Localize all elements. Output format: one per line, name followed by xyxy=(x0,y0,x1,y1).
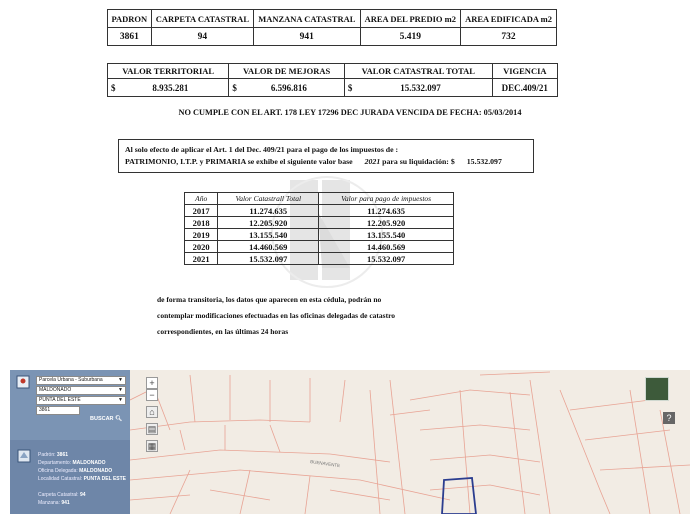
tax-base-line1: Al solo efecto de aplicar el Art. 1 del Dec. 409/21 para el pago de los impuestos de : xyxy=(125,145,399,154)
value-area-predio: 5.419 xyxy=(360,28,461,46)
compliance-notice: NO CUMPLE CON EL ART. 178 LEY 17296 DEC JURADA VENCIDA DE FECHA: 05/03/2014 xyxy=(178,108,522,117)
padron-input[interactable]: 3861 xyxy=(36,406,80,415)
info-label: Padrón: xyxy=(38,452,56,458)
currency-symbol: $ xyxy=(111,82,116,93)
row-year: 2018 xyxy=(185,217,218,229)
row-impuestos: 11.274.635 xyxy=(319,205,454,217)
header-padron: PADRON xyxy=(108,10,152,28)
header-manzana: MANZANA CATASTRAL xyxy=(254,10,360,28)
map-viewer xyxy=(10,370,690,514)
history-table xyxy=(184,192,454,265)
currency-symbol: $ xyxy=(232,82,237,93)
info-oficina xyxy=(38,468,112,474)
department-select[interactable] xyxy=(36,386,126,395)
currency-symbol: $ xyxy=(347,82,353,93)
tax-base-text-b: para su liquidación: $ xyxy=(382,157,455,166)
locality-select[interactable] xyxy=(36,396,126,405)
info-departamento xyxy=(38,460,106,466)
valor-total: 15.532.097 xyxy=(400,82,441,93)
row-catastral: 13.155.540 xyxy=(218,229,319,241)
row-year: 2019 xyxy=(185,229,218,241)
info-label: Departamento: xyxy=(38,460,72,466)
zoom-in-button[interactable]: + xyxy=(146,377,158,389)
footnote-line: contemplar modificaciones efectuadas en las oficinas delegadas de catastro xyxy=(157,311,396,320)
info-label: Carpeta Catastral: xyxy=(38,492,79,498)
table-row xyxy=(185,241,454,253)
info-value: 941 xyxy=(61,500,70,506)
info-padron xyxy=(38,452,68,458)
info-localidad xyxy=(38,476,126,482)
chevron-down-icon: ▼ xyxy=(118,387,123,393)
header-catastral: Valor Catastrall Total xyxy=(218,193,319,205)
footnote-line: de forma transitoria, los datos que aparecen en esta cédula, podrán no xyxy=(157,295,382,304)
search-button-label: BUSCAR xyxy=(90,416,114,422)
type-select-value: Parcela Urbana - Suburbana xyxy=(39,377,103,383)
table-row xyxy=(185,253,454,265)
street-label: BUENAVENTE xyxy=(309,459,341,469)
row-year: 2021 xyxy=(185,253,218,265)
row-impuestos: 14.460.569 xyxy=(319,241,454,253)
parcel-info-panel xyxy=(10,440,130,514)
zoom-out-button[interactable]: − xyxy=(146,389,158,401)
info-value: 94 xyxy=(79,492,86,498)
map-sidebar xyxy=(10,370,130,514)
info-value: MALDONADO xyxy=(72,460,106,466)
info-value: MALDONADO xyxy=(79,468,113,474)
layers-icon[interactable]: ▤ xyxy=(147,424,157,434)
header-vigencia: VIGENCIA xyxy=(492,64,557,79)
row-catastral: 14.460.569 xyxy=(218,241,319,253)
value-manzana: 941 xyxy=(254,28,360,46)
info-label: Manzana: xyxy=(38,500,60,506)
summary-table xyxy=(107,9,557,46)
chevron-down-icon: ▼ xyxy=(118,377,123,383)
tax-base-line2 xyxy=(125,156,527,168)
basemap-thumbnail[interactable] xyxy=(645,377,669,401)
search-button[interactable] xyxy=(90,416,122,422)
row-year: 2020 xyxy=(185,241,218,253)
header-area-predio: AREA DEL PREDIO m2 xyxy=(360,10,461,28)
tax-base-box xyxy=(118,139,534,173)
locality-select-value: PUNTA DEL ESTE xyxy=(39,397,81,403)
tax-base-amount: 15.532.097 xyxy=(466,157,502,166)
department-select-value: MALDONADO xyxy=(39,387,72,393)
parcel-map[interactable] xyxy=(130,370,690,514)
tax-base-year: 2021 xyxy=(364,157,381,166)
valor-territorial-cell xyxy=(108,79,229,97)
info-label: Oficina Delegada: xyxy=(38,468,78,474)
header-area-edificada: AREA EDIFICADA m2 xyxy=(461,10,557,28)
value-padron: 3861 xyxy=(108,28,152,46)
location-icon xyxy=(16,375,30,389)
info-value: PUNTA DEL ESTE xyxy=(83,476,127,482)
valor-total-cell xyxy=(344,79,492,97)
value-area-edificada: 732 xyxy=(461,28,557,46)
footnote-line: correspondientes, en las últimas 24 horas xyxy=(157,327,289,336)
header-year: Año xyxy=(185,193,218,205)
row-catastral: 11.274.635 xyxy=(218,205,319,217)
info-value: 3861 xyxy=(56,452,69,458)
row-year: 2017 xyxy=(185,205,218,217)
table-row xyxy=(185,205,454,217)
header-valor-mejoras: VALOR DE MEJORAS xyxy=(229,64,345,79)
search-icon: 🔍︎ xyxy=(115,416,123,422)
parcel-icon xyxy=(16,448,32,464)
row-impuestos: 12.205.920 xyxy=(319,217,454,229)
row-catastral: 15.532.097 xyxy=(218,253,319,265)
info-label: Localidad Catastral: xyxy=(38,476,83,482)
vigencia-value: DEC.409/21 xyxy=(492,79,557,97)
type-select[interactable] xyxy=(36,376,126,385)
row-impuestos: 13.155.540 xyxy=(319,229,454,241)
tax-base-text: PATRIMONIO, I.T.P. y PRIMARIA se exhibe el siguiente valor base xyxy=(125,157,353,166)
table-row xyxy=(185,217,454,229)
help-button[interactable]: ? xyxy=(663,412,675,424)
footnote xyxy=(157,292,437,340)
home-icon[interactable]: ⌂ xyxy=(146,406,158,418)
header-valor-territorial: VALOR TERRITORIAL xyxy=(108,64,229,79)
table-row xyxy=(185,229,454,241)
valor-mejoras: 6.596.816 xyxy=(270,82,307,93)
info-carpeta xyxy=(38,492,86,498)
info-manzana xyxy=(38,500,70,506)
value-carpeta: 94 xyxy=(151,28,253,46)
header-valor-total: VALOR CATASTRAL TOTAL xyxy=(344,64,492,79)
valor-mejoras-cell xyxy=(229,79,345,97)
chevron-down-icon: ▼ xyxy=(118,397,123,403)
valor-territorial: 8.935.281 xyxy=(152,82,189,93)
row-impuestos: 15.532.097 xyxy=(319,253,454,265)
header-impuestos: Valor para pago de impuestos xyxy=(319,193,454,205)
valuation-table xyxy=(107,63,558,97)
header-carpeta: CARPETA CATASTRAL xyxy=(151,10,253,28)
grid-icon[interactable]: ▦ xyxy=(147,441,157,451)
row-catastral: 12.205.920 xyxy=(218,217,319,229)
